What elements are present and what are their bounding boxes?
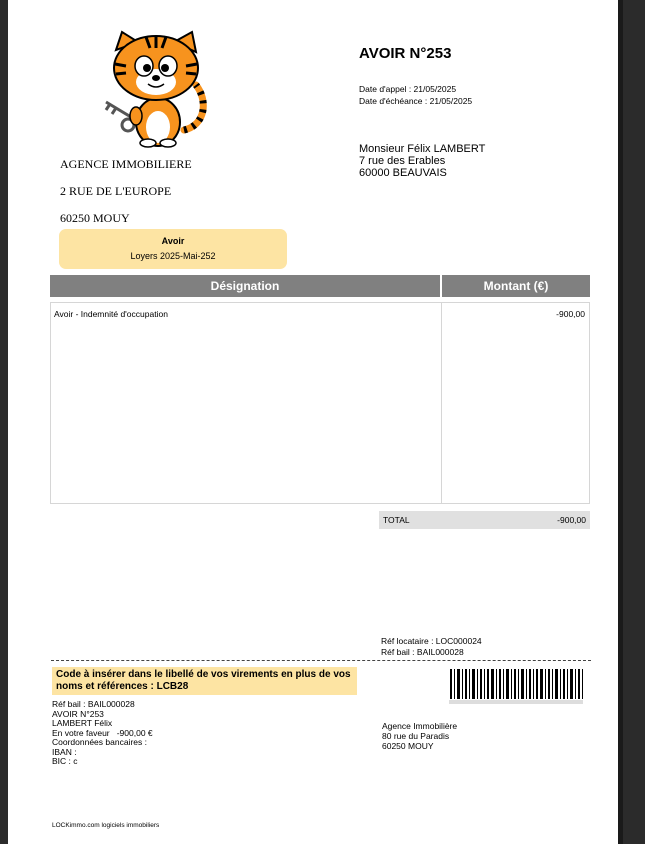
invoice-page <box>8 0 618 844</box>
ref-locataire: Réf locataire : LOC000024 <box>381 636 482 646</box>
slip-line: En votre faveur -900,00 € <box>52 727 153 738</box>
column-header-montant: Montant (€) <box>442 275 590 297</box>
payee-address <box>382 721 457 751</box>
footer-text: LOCKimmo.com logiciels immobiliers <box>52 822 160 829</box>
slip-line: IBAN : <box>52 746 77 757</box>
tiger-logo-icon <box>96 30 221 148</box>
total-row <box>379 511 590 529</box>
montant-column <box>441 302 590 504</box>
payee-city: 60250 MOUY <box>382 741 434 751</box>
transfer-code-box: Code à insérer dans le libellé de vos virements en plus de vos noms et références : LCB28 <box>52 667 357 695</box>
slip-line: BIC : c <box>52 756 78 766</box>
date-appel: Date d'appel : 21/05/2025 <box>359 84 457 94</box>
payee-name: Agence Immobilière <box>382 721 458 731</box>
date-echeance: Date d'échéance : 21/05/2025 <box>359 96 473 106</box>
references <box>381 636 482 658</box>
total-value: -900,00 <box>557 515 586 525</box>
cut-line <box>51 660 591 661</box>
payment-slip <box>52 700 153 767</box>
slip-line: Réf bail : BAIL000028 <box>52 699 135 709</box>
table-row-montant: -900,00 <box>556 309 585 319</box>
total-label: TOTAL <box>383 515 410 525</box>
ref-bail: Réf bail : BAIL000028 <box>381 647 464 657</box>
agency-name: AGENCE IMMOBILIERE <box>60 157 192 171</box>
viewer-edge <box>618 0 623 844</box>
column-header-designation: Désignation <box>50 275 440 297</box>
agency-street: 2 RUE DE L'EUROPE <box>60 184 172 198</box>
recipient-address <box>359 143 485 179</box>
barcode-icon <box>449 669 583 705</box>
slip-line: LAMBERT Félix <box>52 718 113 728</box>
avoir-subheading: Loyers 2025-Mai-252 <box>130 251 216 261</box>
avoir-box <box>59 229 287 269</box>
payee-street: 80 rue du Paradis <box>382 731 450 741</box>
table-row-designation: Avoir - Indemnité d'occupation <box>54 309 168 319</box>
recipient-street: 7 rue des Erables <box>359 155 446 167</box>
avoir-heading: Avoir <box>161 236 185 246</box>
agency-city: 60250 MOUY <box>60 211 130 225</box>
document-title: AVOIR N°253 <box>359 45 452 62</box>
recipient-city: 60000 BEAUVAIS <box>359 167 447 179</box>
recipient-name: Monsieur Félix LAMBERT <box>359 143 486 155</box>
designation-column <box>50 302 442 504</box>
slip-line: Coordonnées bancaires : <box>52 737 147 747</box>
slip-line: AVOIR N°253 <box>52 708 104 719</box>
